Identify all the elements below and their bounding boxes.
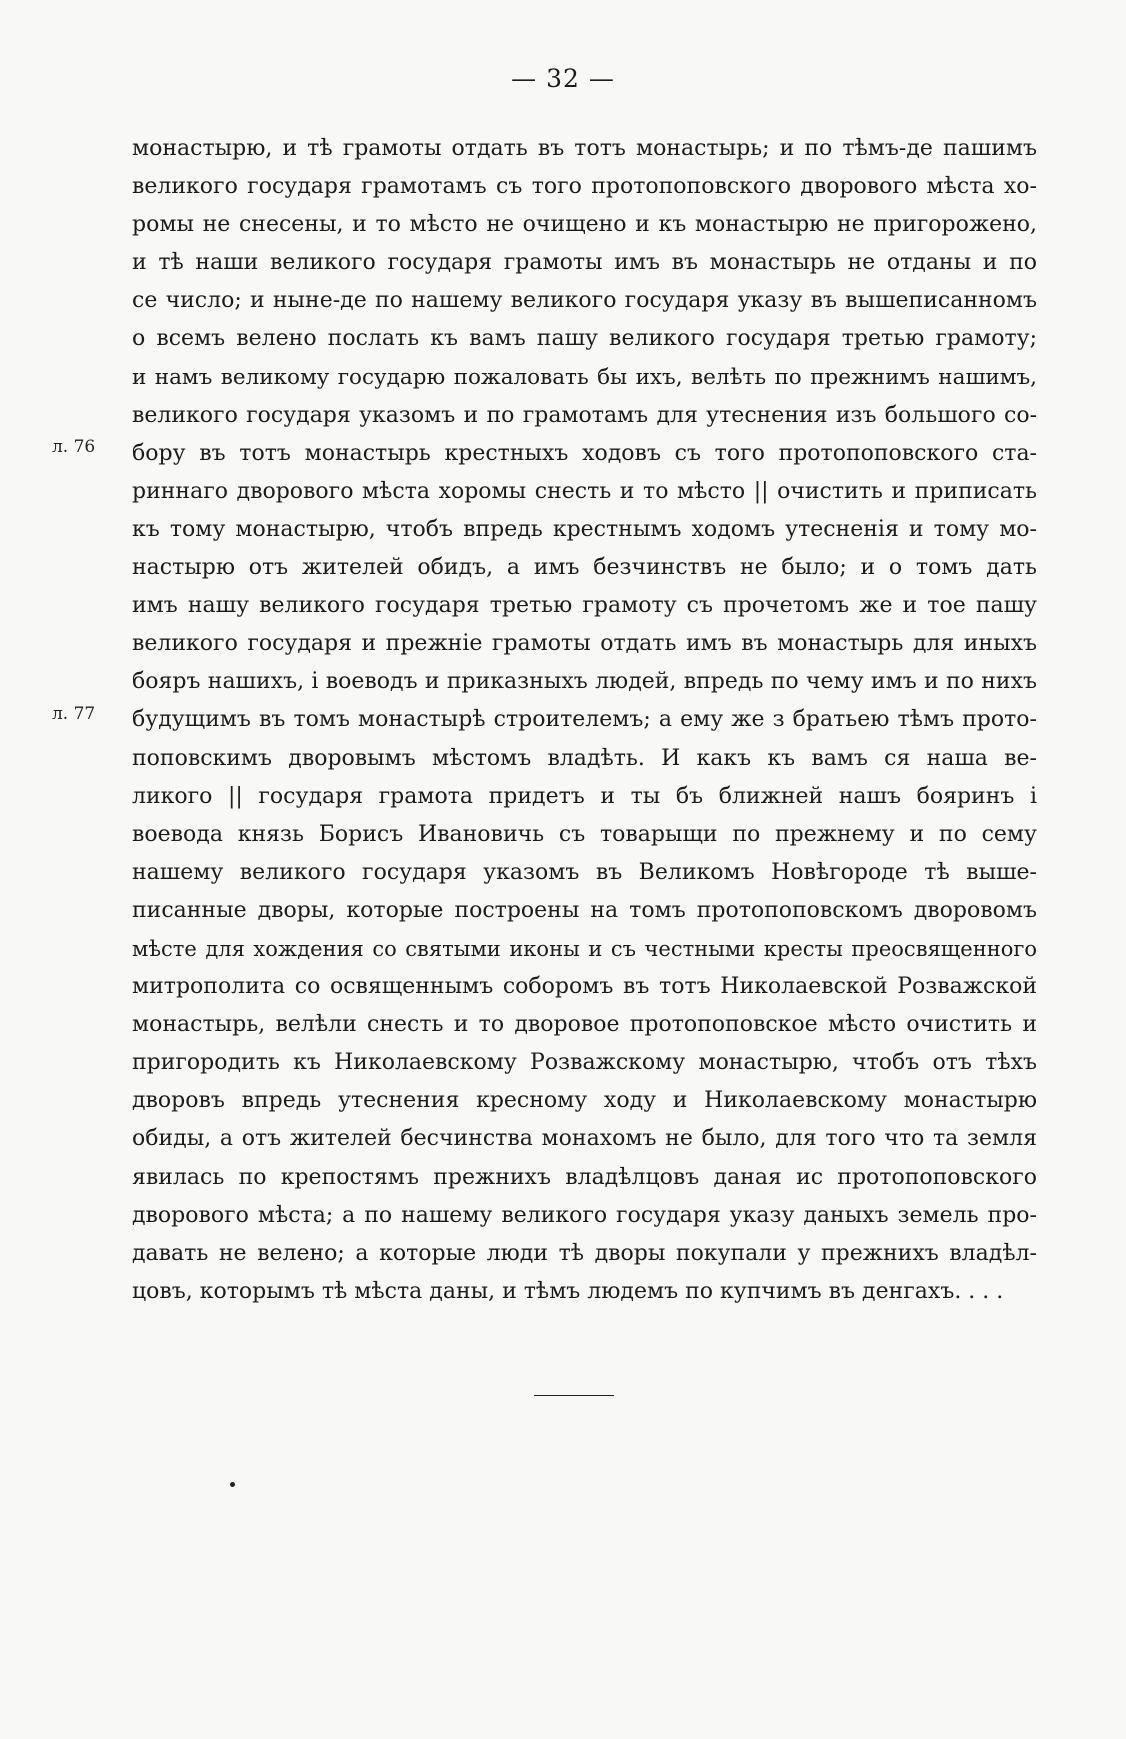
- text-line: воевода князь Борисъ Ивановичь съ товарыщи по прежнему и по сему: [132, 821, 1037, 847]
- text-line: дворового мѣста; а по нашему великого государя указу даныхъ земель про-: [132, 1202, 1037, 1228]
- text-line: се число; и ныне-де по нашему великого государя указу въ вышеписанномъ: [132, 288, 1037, 314]
- text-line: ликого || государя грамота придетъ и ты бъ ближней нашъ бояринъ і: [132, 783, 1037, 809]
- text-line: цовъ, которымъ тѣ мѣста даны, и тѣмъ людемъ по купчимъ въ денгахъ. . . .: [132, 1278, 1004, 1304]
- text-line: будущимъ въ томъ монастырѣ строителемъ; а ему же з братьею тѣмъ прото-: [132, 707, 1037, 733]
- text-line: монастырь, велѣли снесть и то дворовое протопоповское мѣсто очистить и: [132, 1012, 1037, 1038]
- text-line: давать не велено; а которые люди тѣ дворы покупали у прежнихъ владѣл-: [132, 1240, 1037, 1266]
- body-text: [132, 130, 1037, 1311]
- text-line: бояръ нашихъ, і воеводъ и приказныхъ людей, впредь по чему имъ и по нихъ: [132, 669, 1037, 695]
- text-line: риннаго дворового мѣста хоромы снесть и то мѣсто || очистить и приписать: [132, 478, 1037, 504]
- text-line: великого государя грамотамъ съ того протопоповского дворового мѣста хо-: [132, 174, 1037, 200]
- text-line: ромы не снесены, и то мѣсто не очищено и къ монастырю не пригорожено,: [132, 212, 1037, 238]
- end-rule: [534, 1395, 614, 1396]
- text-line: нашему великого государя указомъ въ Великомъ Новѣгороде тѣ выше-: [132, 859, 1037, 885]
- margin-note-folio-77: л. 77: [52, 704, 96, 724]
- text-line: бору въ тотъ монастырь крестныхъ ходовъ съ того протопоповского ста-: [132, 440, 1037, 466]
- text-line: великого государя и прежніе грамоты отдать имъ въ монастырь для иныхъ: [132, 631, 1037, 657]
- text-line: и намъ великому государю пожаловать бы ихъ, велѣть по прежнимъ нашимъ,: [132, 364, 1037, 390]
- text-line: явилась по крепостямъ прежнихъ владѣлцовъ даная ис протопоповского: [132, 1164, 1037, 1190]
- text-line: великого государя указомъ и по грамотамъ для утеснения изъ большого со-: [132, 402, 1037, 428]
- text-line: мѣсте для хождения со святыми иконы и съ честными кресты преосвященного: [132, 936, 1037, 961]
- text-line: о всемъ велено послать къ вамъ пашу великого государя третью грамоту;: [132, 326, 1037, 352]
- text-line: пригородить къ Николаевскому Розважскому монастырю, чтобъ отъ тѣхъ: [132, 1050, 1037, 1076]
- text-line: писанные дворы, которые построены на томъ протопоповскомъ дворовомъ: [132, 897, 1037, 923]
- text-line: къ тому монастырю, чтобъ впредь крестнымъ ходомъ утесненія и тому мо-: [132, 516, 1037, 542]
- ink-dot: [230, 1482, 235, 1487]
- text-line: дворовъ впредь утеснения кресному ходу и Николаевскому монастырю: [132, 1088, 1037, 1114]
- text-line: настырю отъ жителей обидъ, а имъ безчинствъ не было; и о томъ дать: [132, 555, 1037, 581]
- text-line: обиды, а отъ жителей бесчинства монахомъ не было, для того что та земля: [132, 1126, 1037, 1152]
- text-line: и тѣ наши великого государя грамоты имъ въ монастырь не отданы и по: [132, 250, 1037, 276]
- text-line: митрополита со освященнымъ соборомъ въ тотъ Николаевской Розважской: [132, 974, 1037, 1000]
- page-number: — 32 —: [511, 64, 615, 93]
- text-line: имъ нашу великого государя третью грамоту съ прочетомъ же и тое пашу: [132, 593, 1037, 619]
- text-line: поповскимъ дворовымъ мѣстомъ владѣть. И какъ къ вамъ ся наша ве-: [132, 745, 1037, 771]
- margin-note-folio-76: л. 76: [52, 437, 96, 457]
- text-line: монастырю, и тѣ грамоты отдать въ тотъ монастырь; и по тѣмъ-де пашимъ: [132, 136, 1037, 161]
